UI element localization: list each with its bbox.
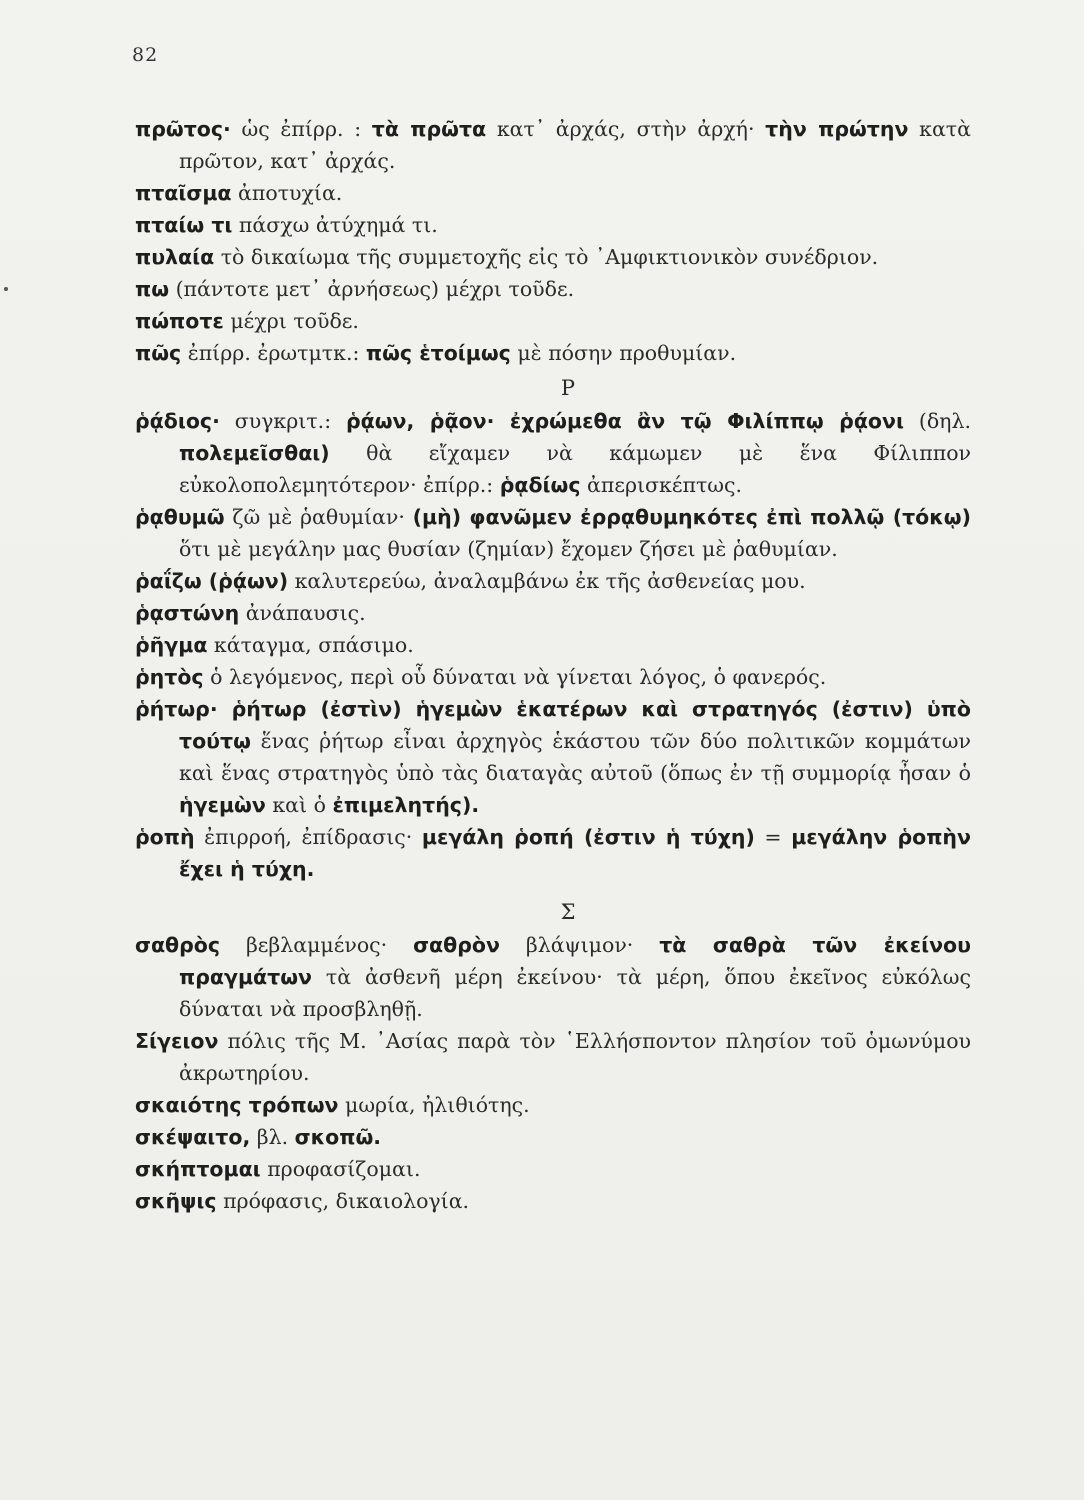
entry-definition: βεβλαμμένος· (220, 933, 414, 957)
section-letter-rho: Ρ (560, 376, 576, 400)
entry-headword: πολεμεῖσθαι) (179, 441, 330, 465)
entry-headword: τὴν πρώτην (765, 117, 909, 141)
page-number: 82 (132, 44, 159, 66)
entry-definition: μὲ πόσην προθυμίαν. (510, 341, 737, 365)
entry-headword: ῥαΐζω (ῥᾴων) (135, 569, 289, 593)
glossary-entry-ptaisma (135, 177, 971, 209)
glossary-entry-rathymo (135, 501, 971, 565)
entry-definition: πρόφασις, δικαιολογία. (216, 1189, 470, 1213)
entries-sigma-group (135, 929, 971, 1217)
glossary-entry-skepsis (135, 1185, 971, 1217)
glossary-entry-radios (135, 405, 971, 501)
entry-headword: σαθρὸς (135, 933, 221, 957)
glossary-entry-popote (135, 305, 971, 337)
entry-definition: ἀποτυχία. (231, 181, 343, 205)
entry-definition: ἐπίρρ. ἐρωτμτκ.: (181, 341, 366, 365)
glossary-entry-skepsaito (135, 1121, 971, 1153)
entries-rho-group (135, 405, 971, 885)
entry-headword: ῥοπὴ (135, 825, 195, 849)
entry-headword: ῥᾳθυμῶ (135, 505, 225, 529)
entry-definition: συγκριτ.: (219, 409, 346, 433)
glossary-entry-skeptomai (135, 1153, 971, 1185)
entry-headword: σκέψαιτο, (135, 1125, 251, 1149)
entry-definition: κατὰ πρῶτον, κατ᾽ ἀρχάς. (179, 117, 971, 173)
entry-definition: ὁ λεγόμενος, περὶ οὗ δύναται νὰ γίνεται λόγος, ὁ φανερός. (203, 665, 827, 689)
entry-headword: πταίω τι (135, 213, 233, 237)
entry-definition: βλ. (250, 1125, 295, 1149)
entry-definition: θὰ εἴχαμεν νὰ κάμωμεν μὲ ἕνα Φίλιππον εὐκολοπολεμητότερον· ἐπίρρ.: (179, 441, 971, 497)
section-letter-sigma: Σ (560, 900, 576, 924)
glossary-entry-retor (135, 693, 971, 821)
glossary-entry-rope (135, 821, 971, 885)
entry-headword: ῥᾴδιος· (135, 409, 220, 433)
glossary-entry-regma (135, 629, 971, 661)
entry-definition: ἀπερισκέπτως. (580, 473, 743, 497)
entry-definition: πόλις τῆς Μ. ᾿Ασίας παρὰ τὸν ῾Ελλήσποντον πλησίον τοῦ ὁμωνύμου ἀκρωτηρίου. (179, 1029, 971, 1085)
entry-headword: πώποτε (135, 309, 224, 333)
glossary-entry-rastone (135, 597, 971, 629)
entry-definition: ὅτι μὲ μεγάλην μας θυσίαν (ζημίαν) ἔχομεν ζήσει μὲ ῥαθυμίαν. (179, 537, 838, 561)
entry-headword: ῥᾳδίως (499, 473, 581, 497)
entry-definition: ζῶ μὲ ῥαθυμίαν· (224, 505, 413, 529)
entry-definition: τὸ δικαίωμα τῆς συμμετοχῆς εἰς τὸ ᾿Αμφικτιονικὸν συνέδριον. (214, 245, 879, 269)
entry-headword: σκαιότης τρόπων (135, 1093, 339, 1117)
entry-definition: (δηλ. (903, 409, 971, 433)
glossary-entry-pos (135, 337, 971, 369)
entry-definition: ἀνάπαυσις. (239, 601, 366, 625)
entry-definition: τὰ ἀσθενῆ μέρη ἐκείνου· τὰ μέρη, ὅπου ἐκεῖνος εὐκόλως δύναται νὰ προσβληθῇ. (179, 965, 971, 1021)
entry-headword: πῶς (135, 341, 182, 365)
entry-headword: ἐπιμελητής). (332, 793, 480, 817)
entry-headword: τὰ πρῶτα (371, 117, 487, 141)
entry-definition: κατ᾽ ἀρχάς, στὴν ἀρχή· (486, 117, 766, 141)
glossary-entry-sathros (135, 929, 971, 1025)
glossary-body (135, 113, 971, 1217)
entry-headword: (μὴ) φανῶμεν ἐρρᾳθυμηκότες ἐπὶ πολλῷ (τόκῳ) (412, 505, 971, 529)
glossary-entry-skaiotes (135, 1089, 971, 1121)
entry-definition: πάσχω ἀτύχημά τι. (232, 213, 438, 237)
entry-definition: ἐπιρροή, ἐπίδρασις· (194, 825, 422, 849)
entry-definition: καλυτερεύω, ἀναλαμβάνω ἐκ τῆς ἀσθενείας μου. (288, 569, 806, 593)
margin-speck (4, 287, 8, 291)
entry-definition: μέχρι τοῦδε. (223, 309, 359, 333)
glossary-entry-po (135, 273, 971, 305)
glossary-entry-sigeion (135, 1025, 971, 1089)
glossary-entry-pylaia (135, 241, 971, 273)
entry-definition: βλάψιμον· (499, 933, 660, 957)
entry-definition: καὶ ὁ (265, 793, 333, 817)
entry-headword: πρῶτος· (135, 117, 231, 141)
entry-headword: πταῖσμα (135, 181, 232, 205)
entry-headword: μεγάλη ῥοπή (ἐστιν ἡ τύχη) (421, 825, 755, 849)
entries-pi-group (135, 113, 971, 369)
glossary-entry-raizo (135, 565, 971, 597)
entry-headword: ῥᾳστώνη (135, 601, 240, 625)
entry-headword: σαθρὸν (413, 933, 500, 957)
entry-definition: κάταγμα, σπάσιμο. (207, 633, 414, 657)
entry-definition: ἕνας ῥήτωρ εἶναι ἀρχηγὸς ἑκάστου τῶν δύο πολιτικῶν κομμάτων καὶ ἕνας στρατηγὸς ὑπὸ τὰς διαταγὰς αὐτοῦ (ὅπως ἐν τῇ συμμορίᾳ ἦσαν ὁ (179, 729, 971, 785)
entry-headword: τὰ σαθρὰ τῶν ἐκείνου πραγμάτων (179, 933, 971, 989)
entry-headword: ἡγεμὼν (179, 793, 266, 817)
glossary-entry-retos (135, 661, 971, 693)
glossary-entry-ptaio (135, 209, 971, 241)
entry-definition: (πάντοτε μετ᾽ ἀρνήσεως) μέχρι τοῦδε. (169, 277, 575, 301)
entry-headword: ῥητὸς (135, 665, 204, 689)
entry-headword: πῶς ἑτοίμως (365, 341, 511, 365)
entry-headword: μεγάλην ῥοπὴν ἔχει ἡ τύχη. (179, 825, 971, 881)
entry-headword: σκοπῶ. (294, 1125, 382, 1149)
entry-headword: σκήπτομαι (135, 1157, 261, 1181)
entry-definition: μωρία, ἠλιθιότης. (338, 1093, 530, 1117)
entry-definition: προφασίζομαι. (260, 1157, 421, 1181)
entry-definition: = (754, 825, 792, 849)
entry-headword: σκῆψις (135, 1189, 217, 1213)
entry-definition: ὡς ἐπίρρ. : (230, 117, 372, 141)
glossary-entry-protos (135, 113, 971, 177)
entry-headword: Σίγειον (135, 1029, 219, 1053)
entry-headword: ῥήτωρ· ῥήτωρ (ἐστὶν) ἡγεμὼν ἑκατέρων καὶ στρατηγός (ἐστιν) ὑπὸ τούτῳ (135, 697, 971, 753)
entry-headword: ῥῆγμα (135, 633, 208, 657)
entry-headword: ῥᾴων, ῥᾷον· ἐχρώμεθα ἂν τῷ Φιλίππῳ ῥᾴονι (345, 409, 904, 433)
entry-headword: πω (135, 277, 170, 301)
entry-headword: πυλαία (135, 245, 215, 269)
